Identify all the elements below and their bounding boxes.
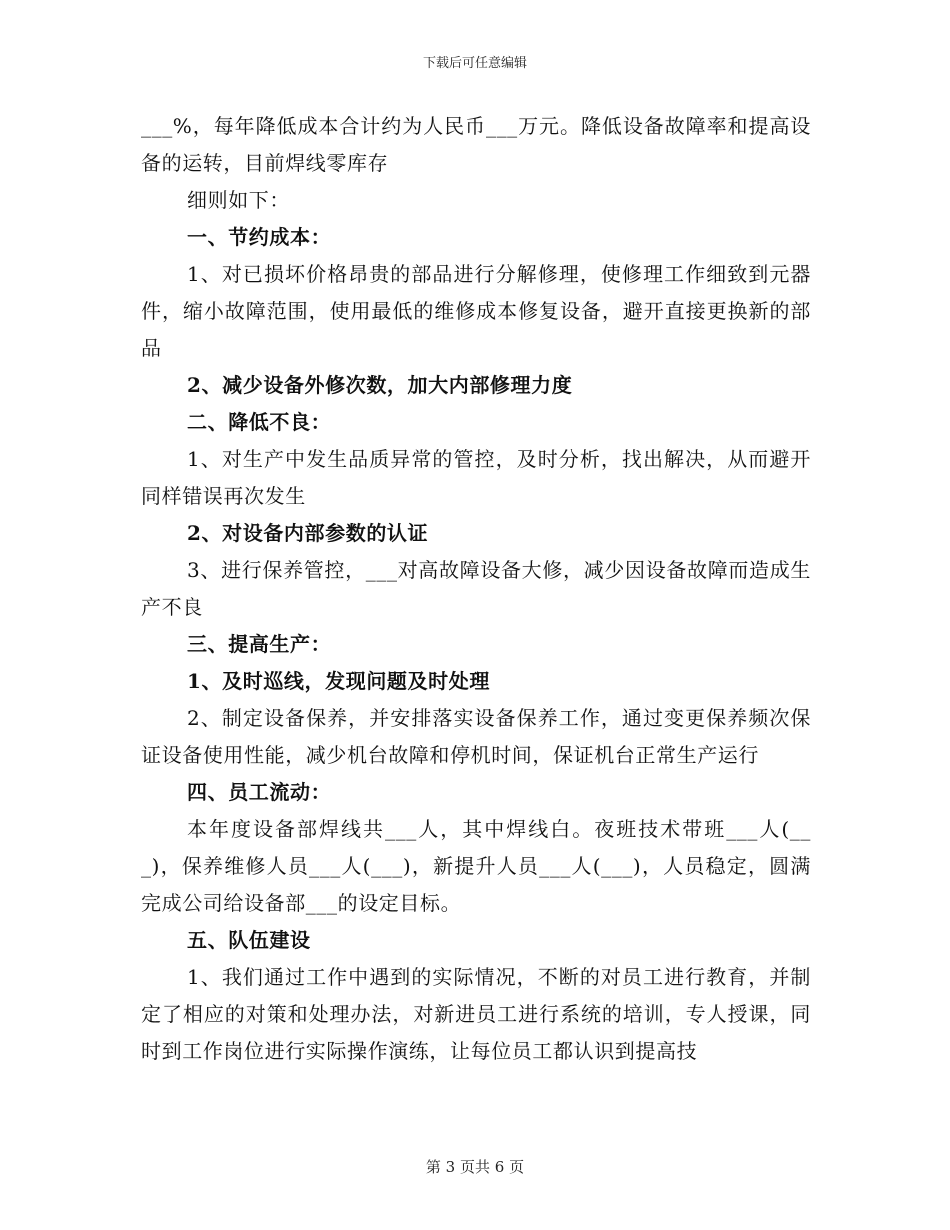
paragraph-7: 1、对生产中发生品质异常的管控，及时分析，找出解决，从而避开同样错误再次发生 bbox=[141, 447, 811, 508]
page-footer: 第 3 页共 6 页 bbox=[425, 1158, 525, 1176]
bold-item-2: 2、对设备内部参数的认证 bbox=[187, 521, 429, 545]
bold-item-3: 1、及时巡线，发现问题及时处理 bbox=[187, 669, 490, 693]
section-heading-4: 四、员工流动： bbox=[187, 780, 332, 804]
paragraph-9: 3、进行保养管控，___对高故障设备大修，减少因设备故障而造成生产不良 bbox=[141, 558, 811, 619]
paragraph-12: 2、制定设备保养，并安排落实设备保养工作，通过变更保养频次保证设备使用性能，减少机台故障和停机时间，保证机台正常生产运行 bbox=[141, 706, 811, 767]
paragraph-14: 本年度设备部焊线共___人，其中焊线白。夜班技术带班___人(___)，保养维修人员___人(___)，新提升人员___人(___)，人员稳定，圆满完成公司给设备部___的设定目标。 bbox=[141, 817, 811, 915]
paragraph-4: 1、对已损坏价格昂贵的部品进行分解修理，使修理工作细致到元器件，缩小故障范围，使用最低的维修成本修复设备，避开直接更换新的部品 bbox=[141, 262, 811, 360]
paragraph-16: 1、我们通过工作中遇到的实际情况，不断的对员工进行教育，并制定了相应的对策和处理办法，对新进员工进行系统的培训，专人授课，同时到工作岗位进行实际操作演练，让每位员工都认识到提高技 bbox=[141, 965, 811, 1063]
section-heading-5: 五、队伍建设 bbox=[187, 928, 311, 952]
section-heading-1: 一、节约成本： bbox=[187, 225, 332, 249]
paragraph-2: 细则如下： bbox=[187, 188, 290, 212]
page-header: 下载后可任意编辑 bbox=[422, 56, 527, 71]
document-body bbox=[141, 108, 811, 1070]
paragraph-1: ___%，每年降低成本合计约为人民币___万元。降低设备故障率和提高设备的运转，目前焊线零库存 bbox=[141, 114, 811, 175]
section-heading-3: 三、提高生产： bbox=[187, 632, 332, 656]
section-heading-2: 二、降低不良： bbox=[187, 410, 332, 434]
bold-item-1: 2、减少设备外修次数，加大内部修理力度 bbox=[187, 373, 573, 397]
